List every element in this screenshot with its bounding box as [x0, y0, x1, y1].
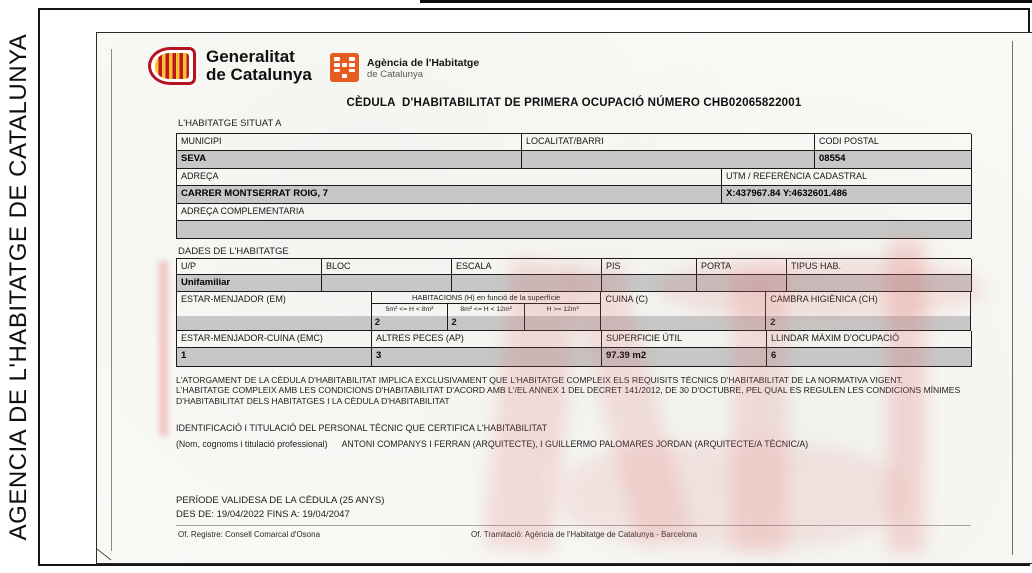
page-margin-line-right — [1012, 41, 1013, 555]
municipi-row — [176, 133, 971, 169]
habitacions-col3-label: H >= 12m² — [546, 306, 579, 313]
utm-label: UTM / REFERÈNCIA CADASTRAL — [722, 169, 972, 186]
llindar-value: 6 — [767, 348, 972, 367]
codi-postal-value: 08554 — [815, 151, 972, 169]
cuina-cell — [601, 292, 766, 331]
adreca-complementaria-row — [176, 204, 971, 239]
tipus-hab-label: TIPUS HAB. — [787, 259, 972, 275]
porta-value — [697, 275, 787, 292]
agencia-habitatge-icon — [330, 53, 359, 82]
validity-line2: DES DE: 19/04/2022 FINS A: 19/04/2047 — [176, 508, 350, 520]
estar-menjador-label: ESTAR-MENJADOR (EM) — [181, 294, 286, 304]
cuina-value — [601, 316, 765, 330]
habitacions-col2-label: 8m² <= H < 12m² — [448, 304, 525, 316]
escala-label: ESCALA — [452, 259, 602, 275]
generalitat-senyera-icon — [148, 47, 196, 85]
emc-label: ESTAR-MENJADOR-CUINA (EMC) — [177, 331, 372, 348]
cambra-higienica-value: 2 — [766, 316, 970, 330]
agencia-brand — [330, 53, 479, 82]
pis-value — [602, 275, 697, 292]
tipus-hab-value — [787, 275, 972, 292]
habitacions-col2-value: 2 — [448, 316, 525, 330]
habitacions-label: HABITACIONS (H) en funció de la superfície — [372, 292, 601, 304]
habitacions-col1-label: 5m² <= H < 8m² — [372, 304, 449, 316]
superficie-label: SUPERFICIE ÚTIL — [602, 331, 767, 348]
dwelling-table — [176, 258, 971, 367]
localitat-value — [522, 151, 815, 169]
document-title: CÈDULA D'HABITABILITAT DE PRIMERA OCUPACIÓ NÚMERO CHB02065822001 — [346, 97, 802, 109]
porta-label: PORTA — [697, 259, 787, 275]
legal-para-1: L'ATORGAMENT DE LA CÈDULA D'HABITABILITAT IMPLICA EXCLUSIVAMENT QUE L'HABITATGE COMPLEIX ELS REQUISITS TÈCNICS D'HABITABILITAT DE LA NORMATIVA VIGENT. — [176, 375, 904, 385]
up-label: U/P — [177, 259, 322, 275]
adreca-row — [176, 169, 971, 204]
legal-text — [176, 375, 994, 406]
cambra-higienica-label: CAMBRA HIGIÈNICA (CH) — [770, 294, 878, 304]
localitat-label: LOCALITAT/BARRI — [522, 134, 815, 151]
habitacions-col1-value: 2 — [372, 316, 449, 330]
senyera-stripes — [155, 53, 189, 79]
agencia-name — [367, 53, 479, 80]
scan-edge-artifact — [420, 0, 1032, 3]
outer-frame — [38, 8, 1030, 566]
cuina-label: CUINA (C) — [605, 294, 648, 304]
footer-tramitacio: Of. Tramitació: Agència de l'Habitatge de Catalunya - Barcelona — [471, 530, 698, 539]
generalitat-name — [206, 48, 312, 84]
footer-registre: Of. Registre: Consell Comarcal d'Osona — [178, 530, 321, 539]
unit-row — [176, 258, 971, 292]
estar-menjador-cell — [177, 292, 372, 331]
bloc-value — [322, 275, 452, 292]
escala-value — [452, 275, 602, 292]
utm-value: X:437967.84 Y:4632601.486 — [722, 186, 972, 204]
agency-side-label: AGENCIA DE L'HABITATGE DE CATALUNYA — [5, 33, 32, 541]
emc-value: 1 — [177, 348, 372, 367]
adreca-complementaria-label: ADREÇA COMPLEMENTARIA — [177, 204, 972, 221]
agencia-name-line2: de Catalunya — [367, 69, 423, 80]
page-margin-line-left — [111, 49, 112, 551]
tecnic-line — [176, 439, 808, 449]
validity-line1: PERÍODE VALIDESA DE LA CÈDULA (25 ANYS) — [176, 495, 385, 506]
generalitat-brand — [148, 47, 312, 85]
llindar-label: LLINDAR MÀXIM D'OCUPACIÓ — [767, 331, 972, 348]
codi-postal-label: CODI POSTAL — [815, 134, 972, 151]
bloc-label: BLOC — [322, 259, 452, 275]
footer-separator — [176, 525, 971, 526]
legal-para-2: L'HABITATGE COMPLEIX AMB LES CONDICIONS D'HABITABILITAT D'ACORD AMB L'/EL ANNEX 1 DEL DECRET 141/2012, DE 30 D'OCTUBRE, PEL QUAL ES REGULEN LES CONDICIONS MÍNIMES D'HABITABILITAT DELS HABITATGES I LA CÈDULA D'HABITABILITAT — [176, 385, 961, 406]
habitacions-cell — [372, 292, 602, 331]
altres-peces-label: ALTRES PECES (AP) — [372, 331, 602, 348]
tecnic-prefix: (Nom, cognoms i titulació professional) — [176, 439, 328, 449]
tecnic-names: ANTONI COMPANYS I FERRAN (ARQUITECTE), I GUILLERMO PALOMARES JORDAN (ARQUITECTE/A TÈCNIC/A) — [341, 439, 809, 449]
certificate-page — [96, 32, 1032, 564]
generalitat-name-line2: de Catalunya — [206, 65, 312, 84]
up-value: Unifamiliar — [177, 275, 322, 292]
habitacions-subheaders — [372, 304, 601, 316]
habitacions-values — [372, 316, 601, 330]
agencia-window-grid — [334, 57, 355, 78]
section-label-dades-habitatge: DADES DE L'HABITATGE — [178, 246, 289, 257]
altres-peces-value: 3 — [372, 348, 602, 367]
surface-row — [176, 331, 971, 367]
validity-block — [176, 494, 384, 521]
adreca-value: CARRER MONTSERRAT ROIG, 7 — [177, 186, 722, 204]
habitacions-col3-value — [525, 316, 601, 330]
superficie-value: 97.39 m2 — [602, 348, 767, 367]
tecnic-heading: IDENTIFICACIÓ I TITULACIÓ DEL PERSONAL TÈCNIC QUE CERTIFICA L'HABITABILITAT — [176, 423, 548, 433]
generalitat-name-line1: Generalitat — [206, 47, 295, 66]
cambra-higienica-cell — [766, 292, 971, 331]
adreca-label: ADREÇA — [177, 169, 722, 186]
section-label-habitatge-situat: L'HABITATGE SITUAT A — [178, 118, 282, 129]
adreca-complementaria-value — [177, 221, 972, 239]
pis-label: PIS — [602, 259, 697, 275]
municipi-label: MUNICIPI — [177, 134, 522, 151]
municipi-value: SEVA — [177, 151, 522, 169]
rooms-row — [176, 292, 971, 331]
estar-menjador-value — [177, 316, 371, 330]
agencia-name-line1: Agència de l'Habitatge — [367, 57, 480, 69]
location-table — [176, 133, 971, 239]
page-fold-bottom-left — [97, 549, 112, 561]
